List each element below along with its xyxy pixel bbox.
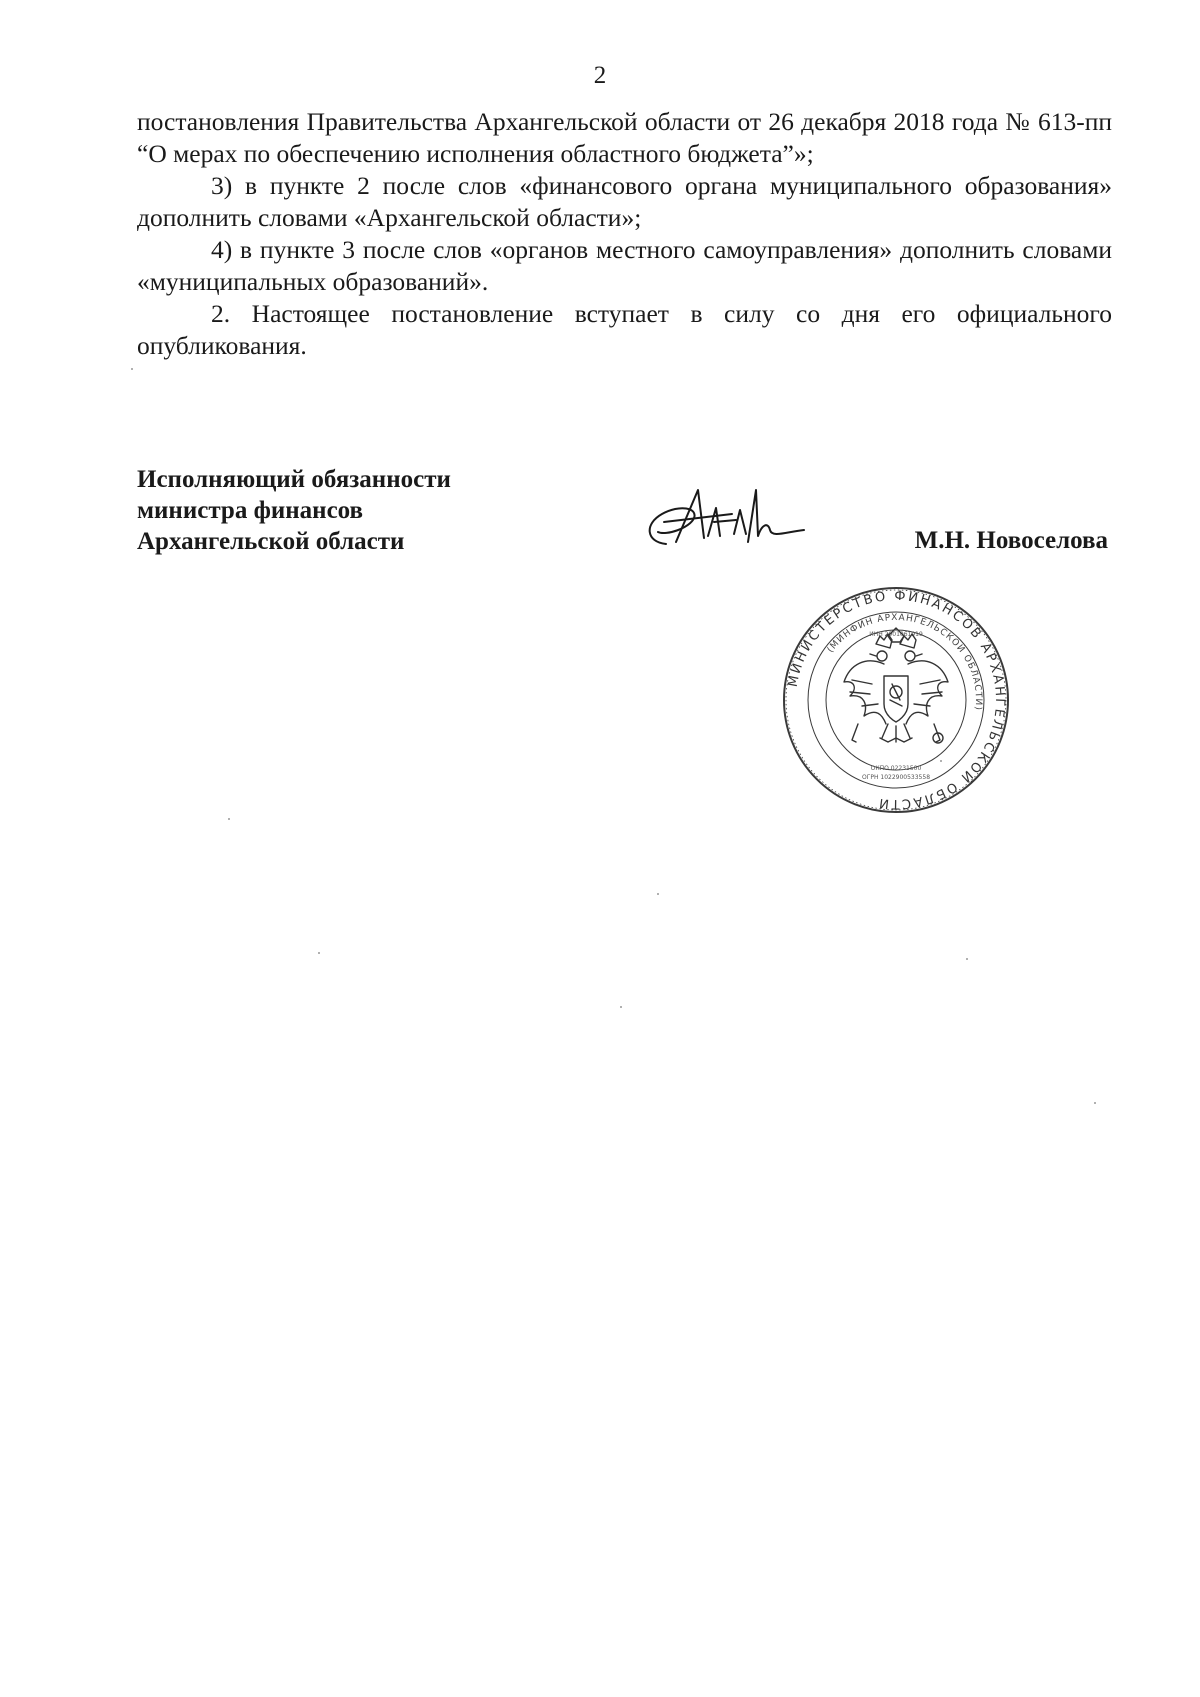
paragraph-item-4: 4) в пункте 3 после слов «органов местного самоуправления» дополнить словами «муниципальных образований».: [137, 235, 1112, 296]
seal-ogrn: ОГРН 1022900533558: [861, 774, 931, 781]
double-headed-eagle-icon: [844, 628, 948, 743]
paragraph-clause-2: 2. Настоящее постановление вступает в силу со дня его официального опубликования.: [137, 299, 1112, 360]
document-body: [137, 106, 1112, 362]
seal-inn: ИНН 2901061919: [869, 631, 923, 638]
seal-okpo: ОКПО 02231500: [870, 765, 922, 772]
seal-outer-text: МИНИСТЕРСТВО ФИНАНСОВ АРХАНГЕЛЬСКОЙ ОБЛАСТИ: [785, 588, 1008, 812]
signatory-title-line-2: министра финансов: [137, 497, 364, 524]
paragraph-item-3: 3) в пункте 2 после слов «финансового органа муниципального образования» дополнить словами «Архангельской области»;: [137, 171, 1112, 232]
signatory-title: [137, 464, 451, 557]
page-number: 2: [593, 62, 607, 89]
signatory-title-line-1: Исполняющий обязанности: [137, 466, 451, 493]
signatory-name: М.Н. Новоселова: [914, 527, 1108, 554]
handwritten-signature: [636, 484, 806, 556]
signatory-title-line-3: Архангельской области: [137, 528, 405, 555]
seal-inner-text: (МИНФИН АРХАНГЕЛЬСКОЙ ОБЛАСТИ): [825, 612, 984, 712]
paragraph-continuation: постановления Правительства Архангельской области от 26 декабря 2018 года № 613-пп “О мерах по обеспечению исполнения областного бюджета”»;: [137, 107, 1112, 168]
official-seal: [780, 584, 1012, 816]
